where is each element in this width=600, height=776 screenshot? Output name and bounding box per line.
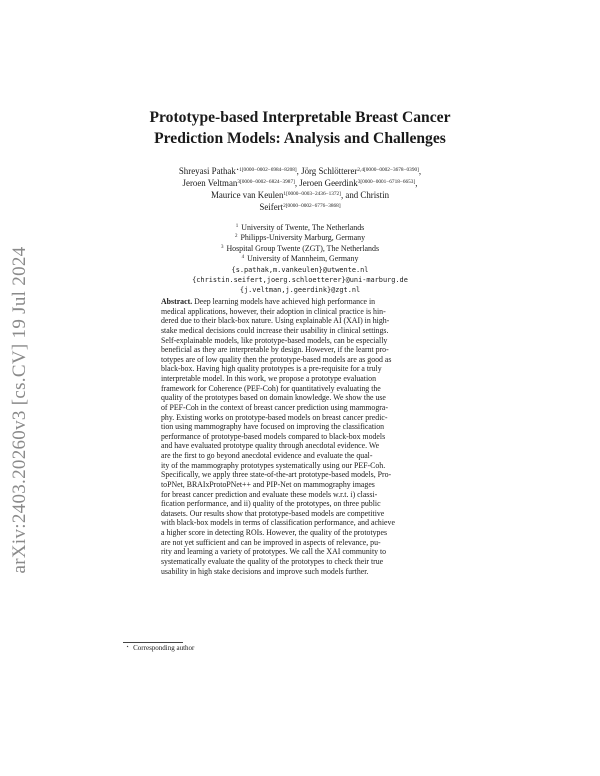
abstract-text: medical applications, however, their adoption in clinical practice is hin-: [161, 306, 386, 316]
affiliation-3: [100, 244, 500, 254]
affiliation-2: [100, 233, 500, 243]
abstract-text: interpretable model. In this work, we propose a prototype evaluation: [161, 374, 376, 383]
abstract-text: are not yet sufficient and can be improved in aspects of relevance, pu-: [161, 537, 381, 547]
abstract-line: [161, 509, 439, 519]
affiliations: [100, 223, 500, 296]
author-name: Jeroen Veltman: [182, 178, 238, 188]
abstract-line: [161, 470, 439, 480]
abstract-text: systematically evaluate the quality of the prototypes to check their true: [161, 556, 384, 566]
abstract-line: [161, 355, 439, 365]
arxiv-identifier-text: arXiv:2403.20260v3 [cs.CV] 19 Jul 2024: [9, 246, 30, 574]
abstract-line: [161, 403, 439, 413]
abstract-line: [161, 422, 439, 432]
abstract-text: of PEF-Coh in the context of breast cancer prediction using mammogra-: [161, 402, 388, 412]
abstract-line: [161, 307, 439, 317]
abstract-line: [161, 480, 439, 490]
author-separator: ,: [418, 166, 422, 176]
abstract-text: black-box. Having high quality prototypes is a pre-requisite for a truly: [161, 364, 382, 374]
abstract-line: [161, 432, 439, 442]
author-line-1: [100, 165, 500, 177]
abstract-text: datasets. Our results show that prototype-based models are competitive: [161, 508, 385, 518]
abstract-text: phy. Existing works on prototype-based models on breast cancer predic-: [161, 412, 388, 422]
affiliation-text: University of Twente, The Netherlands: [241, 223, 365, 232]
abstract-text: rity and learning a variety of prototypes. We call the XAI community to: [161, 547, 387, 557]
abstract-text: Specifically, we apply three state-of-the-art prototype-based models, Pro-: [161, 470, 392, 480]
abstract-line: [161, 567, 439, 577]
abstract-line: [161, 297, 439, 307]
abstract-text: are the first to go beyond anecdotal evidence and evaluate the qual-: [161, 451, 373, 460]
email-line-1: {s.pathak,m.vankeulen}@utwente.nl: [231, 265, 369, 274]
affiliation-4: [100, 254, 500, 264]
abstract-line: [161, 374, 439, 384]
author-line-3: [100, 189, 500, 201]
abstract-line: [161, 538, 439, 548]
abstract-line: [161, 528, 439, 538]
title-line-2: Prediction Models: Analysis and Challenges: [154, 130, 446, 147]
footnote-text: Corresponding author: [133, 644, 195, 652]
abstract-line: [161, 336, 439, 346]
abstract-text: for breast cancer prediction and evaluate these models w.r.t. i) classi-: [161, 489, 378, 499]
abstract-line: [161, 518, 439, 528]
abstract-text: totypes are of low quality then the prototype-based models are as good as: [161, 354, 392, 364]
abstract-text: dered due to their black-box nature. Using explainable AI (XAI) in high-: [161, 316, 390, 326]
abstract-line: [161, 384, 439, 394]
author-orcid: 3[0000−0002−6824−3987]: [237, 179, 295, 185]
author-orcid: 3[0000−0001−6718−6653]: [357, 179, 416, 185]
affiliation-number: 2: [234, 234, 238, 240]
abstract-text: Self-explainable models, like prototype-based models, can be especially: [161, 335, 388, 345]
abstract-text: Deep learning models have achieved high performance in: [192, 297, 376, 306]
abstract-text: toPNet, BRAIxProtoPNet++ and PIP-Net on mammography images: [161, 479, 375, 489]
abstract-text: quality of the prototypes based on domain knowledge. We show the use: [161, 393, 386, 403]
abstract-text: and have evaluated prototype quality through anecdotal evidence. We: [161, 441, 380, 451]
author-name: , and Christin: [340, 190, 390, 200]
abstract-line: [161, 547, 439, 557]
author-name: , Jeroen Geerdink: [294, 178, 358, 188]
abstract-line: [161, 499, 439, 509]
abstract-line: [161, 461, 439, 471]
abstract-text: a higher score in detecting ROIs. However, the quality of the prototypes: [161, 528, 388, 537]
abstract-line: [161, 316, 439, 326]
abstract-text: ity of the mammography prototypes systematically using our PEF-Coh.: [161, 460, 386, 470]
abstract-line: [161, 364, 439, 374]
title-line-1: Prototype-based Interpretable Breast Cancer: [149, 109, 451, 126]
affiliation-1: [100, 223, 500, 233]
abstract-text: tion using mammography have focused on improving the classification: [161, 422, 385, 432]
abstract-text: with black-box models in terms of classification performance, and achieve: [161, 518, 395, 528]
abstract-line: [161, 345, 439, 355]
author-name: Shreyasi Pathak: [178, 166, 236, 176]
author-line-4: [100, 201, 500, 213]
affiliation-number: 4: [241, 255, 245, 261]
abstract-text: performance of prototype-based models compared to black-box models: [161, 431, 386, 441]
author-orcid: 2,4[0000−0002−3678−0390]: [357, 167, 419, 173]
email-line-2: {christin.seifert,joerg.schloetterer}@uni-marburg.de: [192, 276, 408, 285]
footnote-mark: ⋆: [126, 645, 130, 650]
abstract-heading: Abstract.: [161, 297, 193, 306]
abstract-line: [161, 490, 439, 500]
affiliation-text: Philipps-University Marburg, Germany: [240, 233, 366, 243]
abstract: [161, 297, 439, 576]
affiliation-number: 1: [235, 224, 239, 229]
abstract-text: usability in high stake decisions and improve such models further.: [161, 566, 369, 576]
paper-title: [100, 107, 500, 149]
abstract-text: framework for Coherence (PEF-Coh) for quantitatively evaluating the: [161, 383, 381, 393]
author-name: , Jörg Schlötterer: [296, 166, 358, 176]
abstract-line: [161, 441, 439, 451]
footnote: [126, 643, 194, 653]
abstract-line: [161, 451, 439, 461]
affiliation-text: Hospital Group Twente (ZGT), The Netherlands: [226, 243, 380, 253]
author-name: Seifert: [259, 202, 284, 212]
author-name: Maurice van Keulen: [210, 190, 284, 200]
email-line-3: {j.veltman,j.geerdink}@zgt.nl: [239, 286, 361, 295]
abstract-text: fication performance, and ii) quality of the prototypes, on three public: [161, 499, 381, 509]
arxiv-identifier: [2, 160, 38, 660]
abstract-line: [161, 393, 439, 403]
abstract-line: [161, 326, 439, 336]
author-orcid: ⋆1[0000−0002−6984−8208]: [235, 167, 297, 173]
author-orcid: 2[0000−0002−6776−3868]: [283, 203, 341, 209]
author-line-2: [100, 177, 500, 189]
affiliation-number: 3: [220, 244, 224, 250]
abstract-line: [161, 557, 439, 567]
author-list: [100, 165, 500, 213]
author-orcid: 1[0000−0003−2436−1372]: [283, 191, 341, 197]
author-separator: ,: [415, 178, 418, 188]
affiliation-text: University of Mannheim, Germany: [247, 254, 359, 264]
abstract-text: beneficial as they are interpretable by design. However, if the learnt pro-: [161, 345, 389, 355]
abstract-line: [161, 413, 439, 423]
abstract-text: stake medical decisions could increase their usability in clinical settings.: [161, 325, 389, 335]
